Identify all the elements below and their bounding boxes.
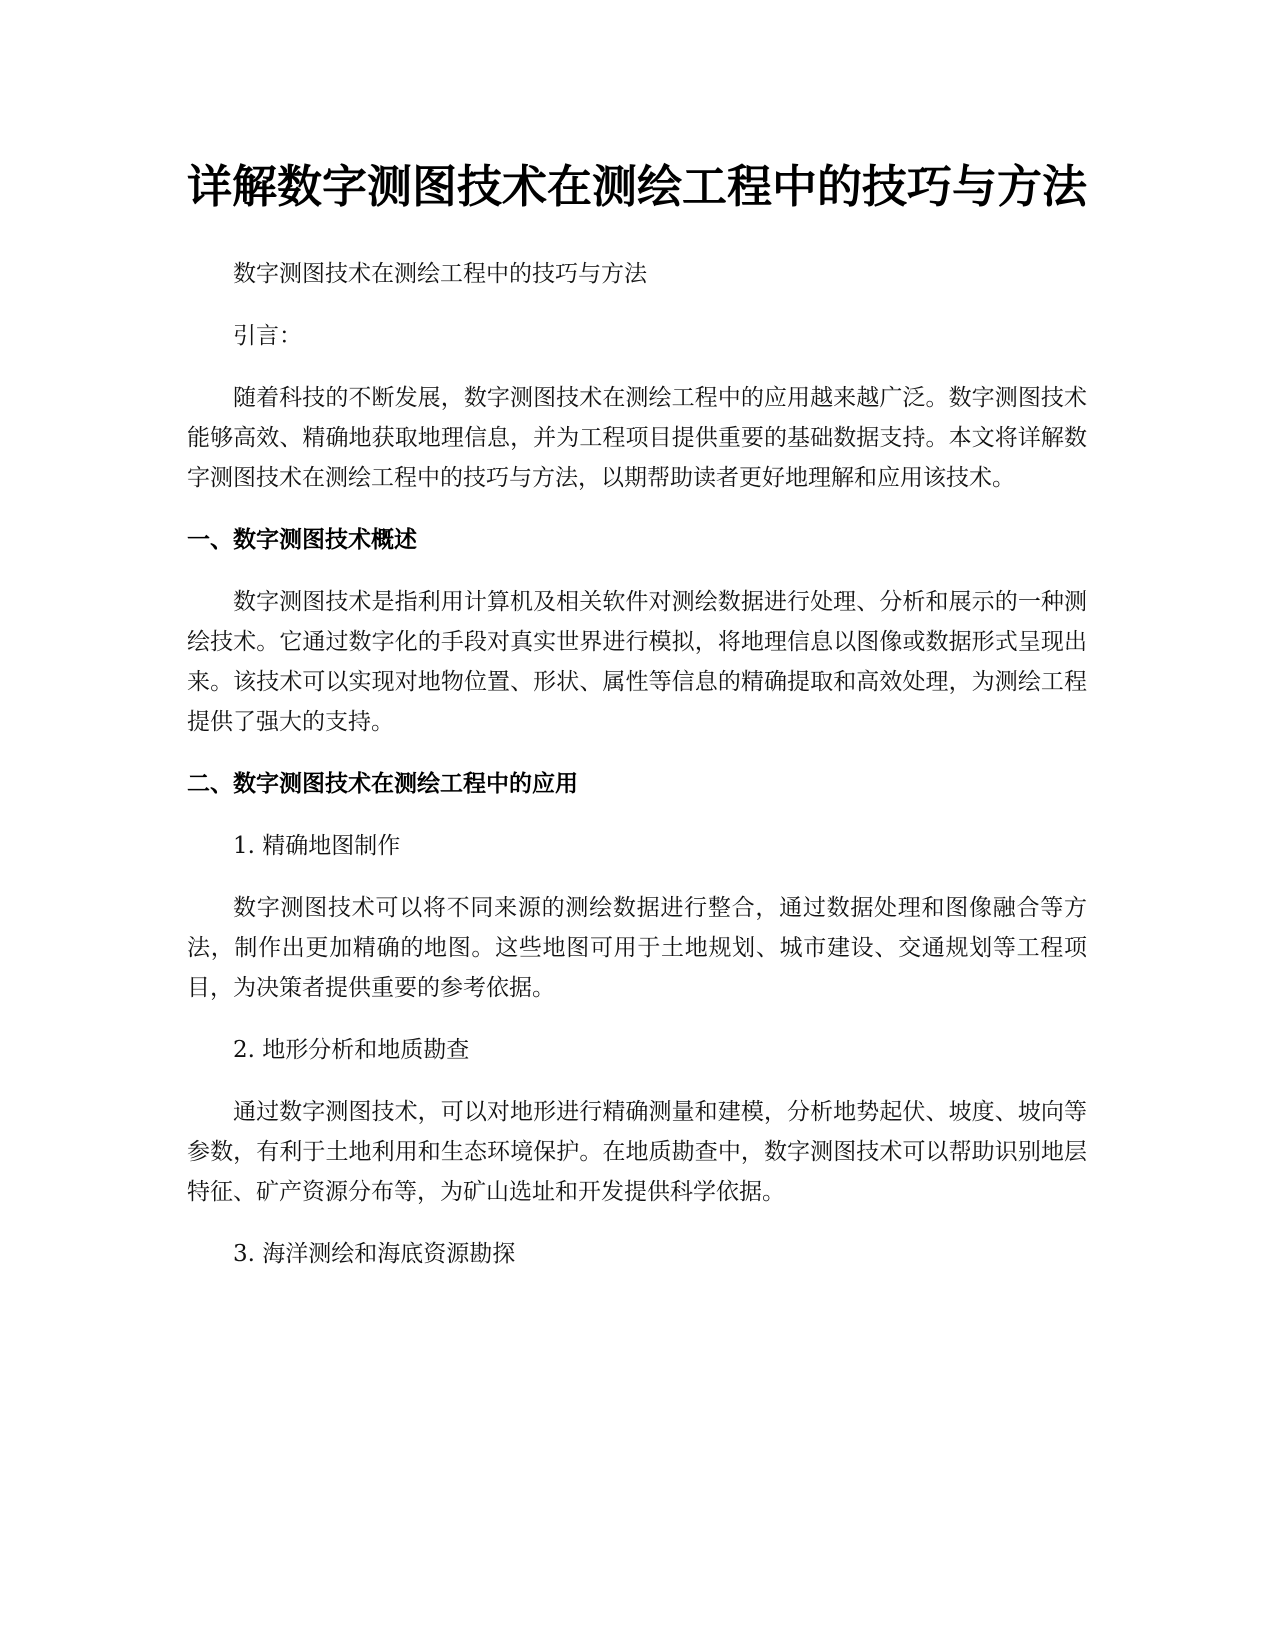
terrain-analysis-paragraph: 通过数字测图技术，可以对地形进行精确测量和建模，分析地势起伏、坡度、坡向等参数，有利于土地利用和生态环境保护。在地质勘查中，数字测图技术可以帮助识别地层特征、矿产资源分布等，为矿山选址和开发提供科学依据。 (187, 1099, 1087, 1205)
subsection-heading-1: 1. 精确地图制作 (233, 833, 401, 859)
subsection-heading-2: 2. 地形分析和地质勘查 (233, 1037, 470, 1063)
document-title: 详解数字测图技术在测绘工程中的技巧与方法 (187, 160, 1088, 213)
subtitle-paragraph: 数字测图技术在测绘工程中的技巧与方法 (233, 261, 647, 287)
section-heading-1: 一、数字测图技术概述 (187, 527, 417, 553)
document-page (187, 148, 1087, 1296)
intro-paragraph: 随着科技的不断发展，数字测图技术在测绘工程中的应用越来越广泛。数字测图技术能够高效、精确地获取地理信息，并为工程项目提供重要的基础数据支持。本文将详解数字测图技术在测绘工程中的技巧与方法，以期帮助读者更好地理解和应用该技术。 (187, 385, 1087, 491)
section-heading-2: 二、数字测图技术在测绘工程中的应用 (187, 771, 578, 797)
overview-paragraph: 数字测图技术是指利用计算机及相关软件对测绘数据进行处理、分析和展示的一种测绘技术。它通过数字化的手段对真实世界进行模拟，将地理信息以图像或数据形式呈现出来。该技术可以实现对地物位置、形状、属性等信息的精确提取和高效处理，为测绘工程提供了强大的支持。 (187, 589, 1087, 735)
map-making-paragraph: 数字测图技术可以将不同来源的测绘数据进行整合，通过数据处理和图像融合等方法，制作出更加精确的地图。这些地图可用于土地规划、城市建设、交通规划等工程项目，为决策者提供重要的参考依据。 (187, 895, 1087, 1001)
intro-label: 引言： (233, 323, 302, 349)
subsection-heading-3: 3. 海洋测绘和海底资源勘探 (233, 1241, 516, 1267)
